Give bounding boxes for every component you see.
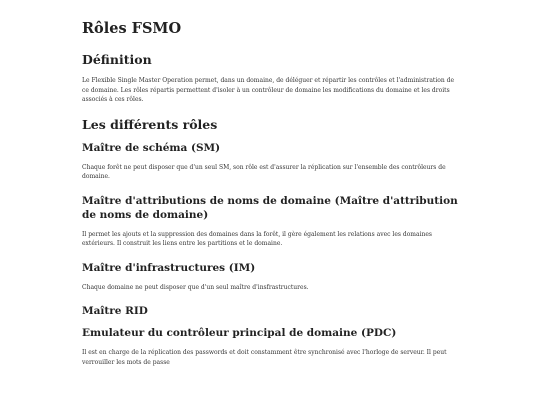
role-heading-pdc-emulator: Emulateur du contrôleur principal de domaine (PDC)	[82, 327, 397, 339]
role-heading-schema-master: Maître de schéma (SM)	[82, 141, 221, 154]
role-text-infrastructure-master: Chaque domaine ne peut disposer que d'un seul maître d'insfrastructures.	[82, 283, 309, 291]
role-text-pdc-emulator: Il est en charge de la réplication des passwords et doit constamment être synchronisé avec l'horloge de serveur. Il peut verrouiller les mots de passe	[82, 349, 447, 366]
definition-heading: Définition	[82, 52, 152, 67]
role-text-domain-naming-master: Il permet les ajouts et la suppression des domaines dans la forêt, il gère également les relations avec les domaines extérieurs. Il construit les liens entre les partitions et le domaine.	[82, 230, 432, 247]
role-heading-infrastructure-master: Maître d'infrastructures (IM)	[82, 261, 256, 274]
role-text-schema-master: Chaque forêt ne peut disposer que d'un seul SM, son rôle est d'assurer la réplication sur l'ensemble des contrôleurs de domaine.	[82, 163, 446, 180]
definition-text: Le Flexible Single Master Operation permet, dans un domaine, de déléguer et répartir les contrôles et l'administration de ce domaine. Les rôles répartis permettent d'isoler à un contrôleur de domaine les modifications du domaine et les droits associés à ces rôles.	[82, 77, 455, 103]
role-heading-rid-master: Maître RID	[82, 305, 148, 317]
roles-section-heading: Les différents rôles	[82, 116, 218, 132]
page-title: Rôles FSMO	[82, 20, 182, 37]
role-heading-domain-naming-master: Maître d'attributions de noms de domaine (Maître d'attribution de noms de domaine)	[82, 194, 458, 221]
